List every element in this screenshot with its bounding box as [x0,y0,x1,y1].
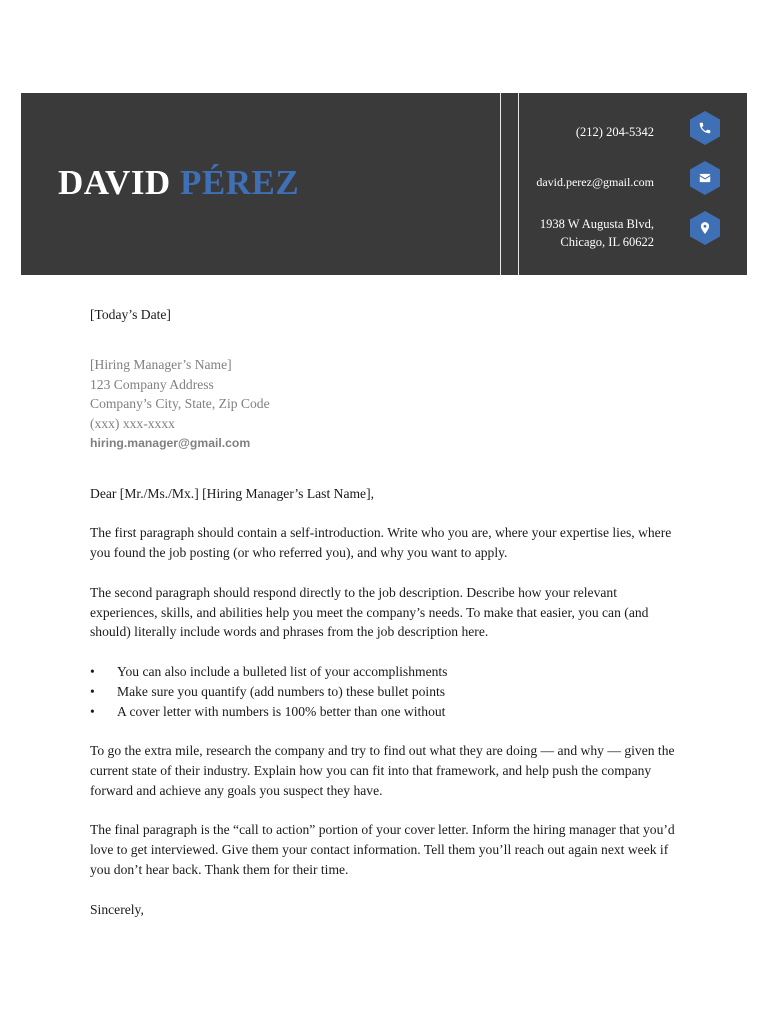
list-item [90,662,680,682]
bullet-symbol: • [90,683,95,699]
header-divider [500,93,501,275]
bullet-text: Make sure you quantify (add numbers to) these bullet points [117,683,446,699]
resume-header [21,93,747,275]
bullet-text: You can also include a bulleted list of your accomplishments [117,663,448,679]
list-item [90,682,680,702]
recipient-email: hiring.manager@gmail.com [90,435,251,450]
applicant-last-name: PÉREZ [179,163,300,202]
contact-address-line2: Chicago, IL 60622 [560,235,654,249]
recipient-block [90,355,680,454]
applicant-name [58,165,299,200]
paragraph-company-research: To go the extra mile, research the company and try to find out what they are doing — and why — given the current state of their industry. Explain how you can fit into that framework, and help push the company forward and achieve any goals you suspect they have. [90,743,675,798]
paragraph-job-fit: The second paragraph should respond directly to the job description. Describe how your relevant experiences, skills, and abilities help you meet the company’s needs. To make that easier, you can (and should) literally include words and phrases from the job description here. [90,584,649,640]
recipient-city: Company’s City, State, Zip Code [90,396,270,412]
location-pin-icon [690,211,720,245]
cover-letter-body [90,305,680,919]
envelope-icon [690,161,720,195]
bullet-symbol: • [90,703,95,719]
bullet-symbol: • [90,663,95,679]
contact-phone: (212) 204-5342 [575,125,654,139]
paragraph-call-to-action: The final paragraph is the “call to action” portion of your cover letter. Inform the hiring manager that you’d love to get interviewed. Give them your contact information. Tell them you’ll reach out again next week if you don’t hear back. Thank them for their time. [90,822,675,877]
list-item [90,702,680,722]
header-divider [518,93,519,275]
phone-icon [690,111,720,145]
contact-address-line1: 1938 W Augusta Blvd, [539,217,654,231]
contact-email: david.perez@gmail.com [536,175,654,189]
accomplishments-list [90,662,680,721]
applicant-first-name: DAVID [58,163,171,202]
recipient-address: 123 Company Address [90,376,214,392]
letter-date: [Today’s Date] [90,307,171,322]
bullet-text: A cover letter with numbers is 100% better than one without [117,703,446,719]
contact-address [540,215,654,251]
closing: Sincerely, [90,901,144,917]
recipient-phone: (xxx) xxx-xxxx [90,416,175,432]
recipient-name: [Hiring Manager’s Name] [90,356,232,372]
salutation: Dear [Mr./Ms./Mx.] [Hiring Manager’s Last Name], [90,485,375,501]
paragraph-intro: The first paragraph should contain a self-introduction. Write who you are, where your expertise lies, where you found the job posting (or who referred you), and why you want to apply. [90,525,672,561]
